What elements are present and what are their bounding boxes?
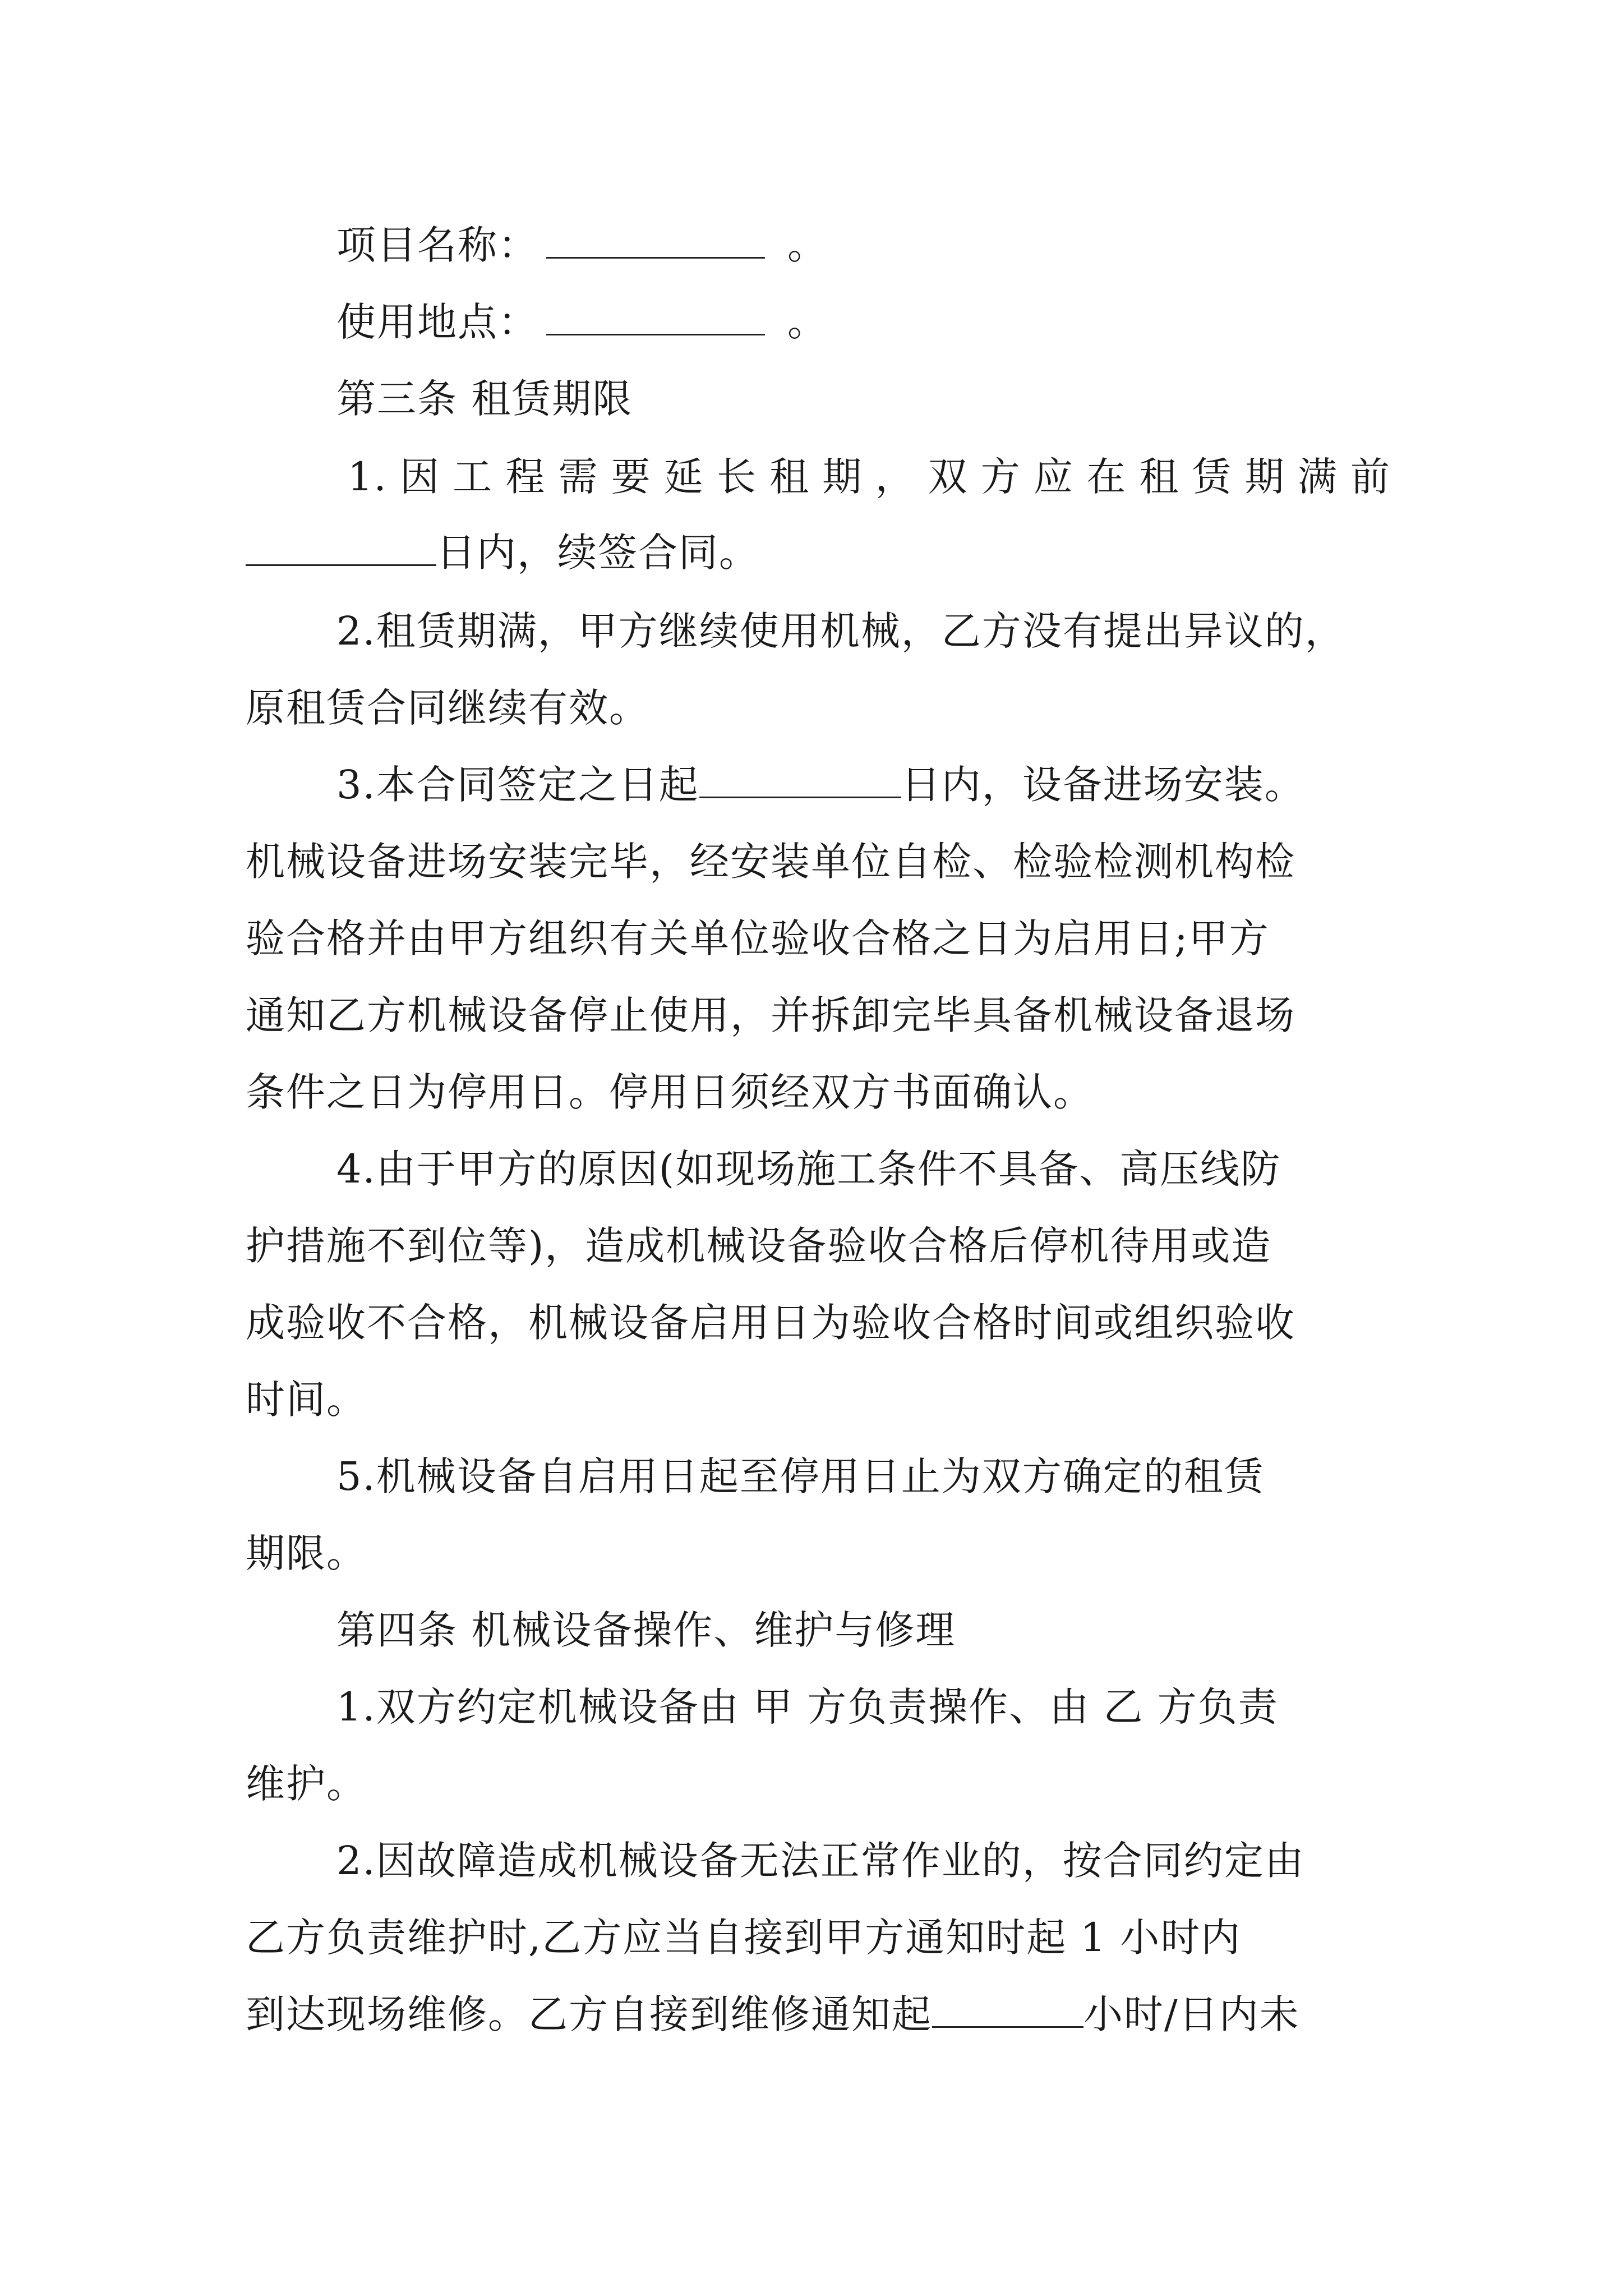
article-3-heading: 第三条 租赁期限 <box>336 376 633 422</box>
article-3-p4-line4: 时间。 <box>246 1377 367 1423</box>
article-3-p5-line1: 5.机械设备自启用日起至停用日止为双方确定的租赁 <box>336 1453 1265 1499</box>
article-3-p3-line1 <box>336 760 1305 810</box>
location-blank <box>546 300 765 335</box>
extension-days-blank <box>246 531 436 566</box>
project-name-period: 。 <box>787 222 828 268</box>
article-3-p1-line2-text: 日内，续签合同。 <box>436 530 759 576</box>
article-3-p3-line5: 条件之日为停用日。停用日须经双方书面确认。 <box>246 1069 1094 1115</box>
location-label: 使用地点： <box>336 299 538 345</box>
article-3-p5-line2: 期限。 <box>246 1530 367 1576</box>
project-name-label: 项目名称： <box>336 222 538 268</box>
article-3-p1-line2 <box>246 527 759 578</box>
install-days-blank <box>699 763 901 798</box>
article-3-p3-line3: 验合格并由甲方组织有关单位验收合格之日为启用日;甲方 <box>246 915 1270 961</box>
project-name-line <box>336 220 828 270</box>
article-3-p3-line4: 通知乙方机械设备停止使用，并拆卸完毕具备机械设备退场 <box>246 992 1295 1038</box>
article-4-p1-line1: 1.双方约定机械设备由 甲 方负责操作、由 乙 方负责 <box>336 1684 1279 1730</box>
project-name-blank <box>546 223 765 259</box>
location-period: 。 <box>787 299 828 345</box>
article-3-p2-line2: 原租赁合同继续有效。 <box>246 685 649 731</box>
article-3-p4-line3: 成验收不合格，机械设备启用日为验收合格时间或组织验收 <box>246 1300 1295 1346</box>
article-3-p4-line1: 4.由于甲方的原因(如现场施工条件不具备、高压线防 <box>336 1146 1281 1192</box>
article-4-heading: 第四条 机械设备操作、维护与修理 <box>336 1607 956 1653</box>
article-3-p4-line2: 护措施不到位等)，造成机械设备验收合格后停机待用或造 <box>246 1223 1272 1269</box>
article-3-p1-line1: 1.因工程需要延长租期，双方应在租赁期满前 <box>348 454 1391 500</box>
repair-time-blank <box>932 1993 1083 2028</box>
article-4-p2-line3-head: 到达现场维修。乙方自接到维修通知起 <box>246 1991 932 2037</box>
location-line <box>336 297 828 347</box>
article-4-p2-line3 <box>246 1989 1300 2040</box>
article-3-p3-line1-tail: 日内，设备进场安装。 <box>901 762 1305 808</box>
article-3-p3-line1-head: 3.本合同签定之日起 <box>336 762 699 808</box>
article-3-p3-line2: 机械设备进场安装完毕，经安装单位自检、检验检测机构检 <box>246 839 1295 885</box>
article-3-p2-line1: 2.租赁期满，甲方继续使用机械，乙方没有提出异议的， <box>336 608 1345 654</box>
article-4-p2-line2: 乙方负责维护时,乙方应当自接到甲方通知时起 1 小时内 <box>246 1915 1242 1961</box>
article-4-p1-line2: 维护。 <box>246 1761 367 1807</box>
article-4-p2-line3-tail: 小时/日内未 <box>1083 1991 1300 2037</box>
article-4-p2-line1: 2.因故障造成机械设备无法正常作业的，按合同约定由 <box>336 1838 1305 1884</box>
